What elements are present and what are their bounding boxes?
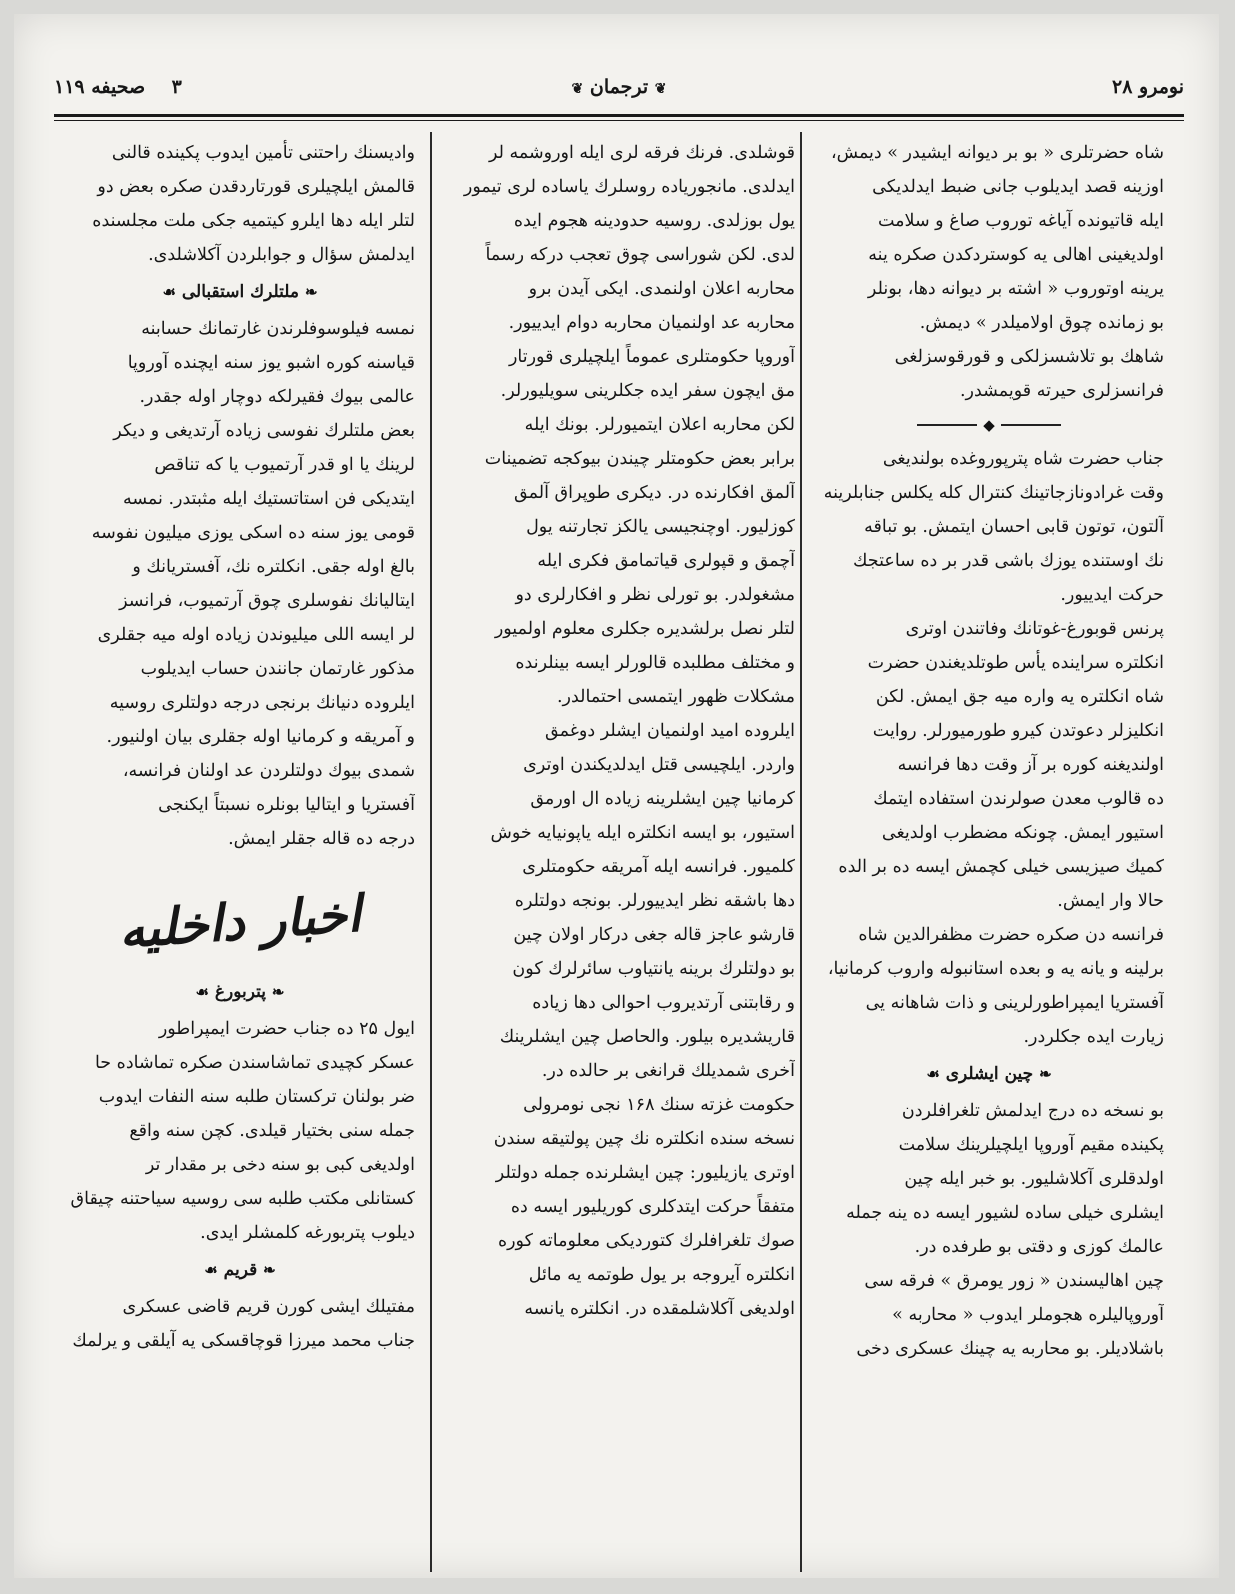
text-line: حکومت غزته سنك ۱۶۸ نجی نومرولی (523, 1095, 795, 1115)
text-line: کمیك صیزیسی خیلی کچمش ایسه ده بر الده (838, 857, 1164, 877)
column-divider (430, 132, 432, 1572)
text-line: برابر بعض حکومتلر چیندن بیوکجه تضمینات (484, 449, 795, 469)
text-line: مفتیلك ایشی کورن قریم قاضی عسکری (122, 1297, 415, 1317)
text-line: واردر. ایلچیسی قتل ایدلدیکندن اوتری (523, 755, 795, 775)
heading-ornament-icon: ❧ (271, 983, 285, 1001)
text-line: یرینه اوتوروب « اشته بر دیوانه دها، بونلر (867, 279, 1164, 299)
heading-ornament-icon: ☙ (195, 983, 209, 1001)
text-line: عالمك کوزی و دقتی بو طرفده در. (914, 1237, 1164, 1257)
text-line: نمسه فیلوسوفلرندن غارتمانك حسابنه (141, 319, 415, 339)
text-line: کوزلیور. اوچنجیسی یالکز تجارتنه یول (526, 517, 795, 537)
shah-gift-paragraph (814, 442, 1164, 612)
text-line: جناب محمد میرزا قوچاقسکی یه آیلقی و یرلمك (72, 1331, 415, 1351)
text-line: ایول ۲۵ ده جناب حضرت ایمپراطور (158, 1019, 415, 1039)
text-line: اولدیغینی اهالی یه کوستردکدن صکره ینه (868, 245, 1164, 265)
text-line: ایلروده دنیانك برنجی درجه دولتلری روسیه (109, 693, 415, 713)
text-line: حالا وار ایمش. (1057, 891, 1164, 911)
text-line: مشکلات ظهور ایتمسی احتمالدر. (556, 687, 795, 707)
text-line: فرانسه دن صکره حضرت مظفرالدین شاه (858, 925, 1164, 945)
text-line: و آمریقه و کرمانیا اوله جقلری بیان اولنیور. (106, 727, 415, 747)
text-line: قارشو عاجز قاله جغی درکار اولان چین (513, 925, 795, 945)
text-line: انکلتره سراینده یأس طوتلدیغندن حضرت (867, 653, 1164, 673)
text-line: لر ایسه اللی میلیوندن زیاده اوله میه جقلری (97, 625, 415, 645)
text-line: پکینده مقیم آوروپا ایلچیلرینك سلامت (898, 1135, 1164, 1155)
page-header (54, 70, 1184, 110)
text-line: بو نسخه ده درج ایدلمش تلغرافلردن (901, 1101, 1164, 1121)
text-line: بالغ اوله جقی. انکلتره نك، آفستریانك و (132, 557, 415, 577)
heading-ornament-icon: ☙ (926, 1065, 940, 1083)
page-number-label: صحیفه ۱۱۹ (54, 76, 146, 98)
text-line: وقت غرادونازجاتینك کنترال کله یکلس جنابلرینه (823, 483, 1164, 503)
future-events-paragraph (445, 714, 795, 1088)
newspaper-page (14, 14, 1219, 1578)
text-line: شاه حضرتلری « بو بر دیوانه ایشیدر » دیمش، (830, 143, 1164, 163)
text-line: کلمیور. فرانسه ایله آمریقه حکومتلری (522, 857, 795, 877)
text-line: اولندیغنه کوره بر آز وقت دها فرانسه (897, 755, 1164, 775)
text-line: درجه ده قاله جقلر ایمش. (228, 829, 415, 849)
text-line: شاهك بو تلاشسزلکی و قورقوسزلغی (894, 347, 1164, 367)
text-line: مق ایچون سفر ایده جکلرینی سویلیورلر. (500, 381, 795, 401)
text-line: بعض ملتلرك نفوسی زیاده آرتدیغی و دیکر (113, 421, 415, 441)
text-line: بو دولتلرك برینه یانتیاوب سائرلرك کون (512, 959, 795, 979)
text-line: ایتالیانك نفوسلری چوق آرتمیوب، فرانسز (119, 591, 415, 611)
text-line: محاربه اعلان اولنمدی. ایکی آیدن برو (528, 279, 795, 299)
text-line: ایشلری خیلی ساده لشیور ایسه ده ینه جمله (846, 1203, 1164, 1223)
text-line: ایله قاتیونده آیاغه توروب صاغ و سلامت (877, 211, 1164, 231)
text-line: پرنس قوبورغ-غوتانك وفاتندن اوتری (905, 619, 1164, 639)
text-line: آلمق افکارنده در. دیکری طوپراق آلمق (514, 483, 795, 503)
text-line: و رقابتنی آرتدیروب احوالی دها زیاده (532, 993, 795, 1013)
text-line: ضر بولنان ترکستان طلبه سنه النفات ایدوب (98, 1087, 415, 1107)
text-line: ایدلمش سؤال و جوابلردن آکلاشلدی. (148, 245, 415, 265)
text-line: ده قالوب معدن صولرندن استفاده ایتمك (873, 789, 1164, 809)
section-separator (814, 408, 1164, 442)
domestic-news-title: اخبار داخلیه (117, 883, 363, 960)
text-line: جمله سنی بختیار قیلدی. کچن سنه واقع (129, 1121, 415, 1141)
text-line: قاریشدیره بیلور. والحاصل چین ایشلرینك (499, 1027, 795, 1047)
text-line: برلینه و یانه یه و بعده استانبوله واروب کرمانیا، (827, 959, 1164, 979)
text-line: فرانسزلری حیرته قویمشدر. (959, 381, 1164, 401)
text-line: قالمش ایلچیلری قورتاردقدن صکره بعض دو (97, 177, 415, 197)
text-line: چین اهالیسندن « زور یومرق » فرقه سی (864, 1271, 1164, 1291)
text-line: آلتون، توتون قابی احسان ایتمش. بو تباقه (864, 517, 1164, 537)
text-line: جناب حضرت شاه پترپوروغده بولندیغی (882, 449, 1164, 469)
crimea-paragraph (65, 1290, 415, 1358)
text-line: لدی. لکن شوراسی چوق تعجب درکه رسماً (485, 245, 795, 265)
text-line: کرمانیا چین ایشلرینه زیاده ال اورمق (530, 789, 795, 809)
masthead (572, 76, 667, 98)
header-rule-thin (54, 120, 1184, 121)
text-line: آچمق و قپولری قیاتمامق فکری ایله (537, 551, 795, 571)
page-number-extra: ۳ (171, 76, 182, 98)
issue-number: نومرو ۲۸ (1112, 76, 1184, 98)
heading-petersburg: ❧ پتربورغ ☙ (195, 982, 285, 1002)
text-line: شمدی بیوك دولتلردن عد اولنان فرانسه، (122, 761, 415, 781)
text-line: حرکت ایدییور. (1060, 585, 1164, 605)
text-line: لکن محاربه اعلان ایتمیورلر. بونك ایله (524, 415, 795, 435)
text-line: عسکر کچیدی تماشاسندن صکره تماشاده حا (94, 1053, 415, 1073)
text-line: نك اوستنده یوزك باشی قدر بر ده ساعتجك (853, 551, 1164, 571)
text-line: مذکور غارتمان جانندن حساب ایدیلوب (140, 659, 415, 679)
text-line: لرینك یا او قدر آرتمیوب یا که تناقص (154, 455, 415, 475)
masthead-title: ترجمان (589, 76, 649, 98)
government-gazette-paragraph (445, 1088, 795, 1326)
nations-paragraph (65, 312, 415, 856)
text-line: اولدقلری آکلاشلیور. بو خبر ایله چین (904, 1169, 1164, 1189)
text-line: اوزینه قصد ایدیلوب جانی ضبط ایدلدیکی (872, 177, 1164, 197)
column-left (65, 136, 415, 1572)
text-line: محاربه عد اولنمیان محاربه دوام ایدییور. (508, 313, 795, 333)
diamond-ornament-icon: ◆ (983, 416, 995, 434)
page-number (54, 76, 182, 98)
text-line: متفقاً حرکت ایتدکلری کوریلیور ایسه ده (510, 1197, 795, 1217)
text-line: آفستریا و ایتالیا بونلره نسبتاً ایکنجی (158, 795, 415, 815)
text-line: قیاسنه کوره اشبو یوز سنه ایچنده آوروپا (127, 353, 415, 373)
text-line: عالمی بیوك فقیرلکه دوچار اوله جقدر. (139, 387, 415, 407)
petersburg-paragraph (65, 1012, 415, 1250)
shah-travel-paragraph (814, 918, 1164, 1054)
column-divider (800, 132, 802, 1572)
column-middle (445, 136, 795, 1572)
text-line: کستانلی مکتب طلبه سی روسیه سیاحتنه چیقاق (70, 1189, 415, 1209)
text-line: ایتدیکی فن استاتستیك ایله مثبتدر. نمسه (122, 489, 415, 509)
text-line: باشلادیلر. بو محاربه یه چینك عسکری دخی (856, 1339, 1164, 1359)
text-line: یول بوزلدی. روسیه حدودینه هجوم ایده (513, 211, 795, 231)
heading-nations-future: ❧ ملتلرك استقبالی ☙ (162, 282, 318, 302)
text-line: انکلتره آیروجه بر یول طوتمه یه مائل (528, 1265, 795, 1285)
shah-article (814, 136, 1164, 340)
text-line: آوروپا حکومتلری عموماً ایلچیلری قورتار (508, 347, 795, 367)
text-line: وادیسنك راحتنی تأمین ایدوب پکینده قالنی (111, 143, 415, 163)
text-line: آفستریا ایمپراطورلرینی و ذات شاهانه یی (865, 993, 1164, 1013)
text-line: مشغولدر. بو تورلی نظر و افکارلری دو (515, 585, 795, 605)
text-line: دیلوب پتربورغه کلمشلر ایدی. (200, 1223, 415, 1243)
china-paragraph (814, 1094, 1164, 1366)
text-line: نسخه سنده انکلتره نك چین پولتیقه سندن (493, 1129, 795, 1149)
heading-ornament-icon: ❧ (1039, 1065, 1052, 1083)
text-line: استیور، بو ایسه انکلتره ایله یاپونیایه خوش (490, 823, 795, 843)
text-line: ایلروده امید اولنمیان ایشلر دوغمق (545, 721, 795, 741)
text-line: زیارت ایده جکلردر. (1023, 1027, 1164, 1047)
text-line: قوشلدی. فرنك فرقه لری ایله اوروشمه لر (488, 143, 795, 163)
masthead-ornament-icon: ❦ (571, 81, 584, 97)
header-rule (54, 114, 1184, 117)
text-line: صوك تلغرافلرك کتوردیکی معلوماته کوره (497, 1231, 795, 1251)
text-line: لتلر ایله دها ایلرو کیتمیه جکی ملت مجلسنده (92, 211, 415, 231)
heading-ornament-icon: ❧ (263, 1261, 276, 1279)
heading-china-affairs: ❧ چین ایشلری ☙ (926, 1064, 1052, 1084)
text-line: انکلیزلر دعوتدن کیرو طورمیورلر. روایت (872, 721, 1164, 741)
text-line: اولدیغی آکلاشلمقده در. انکلتره یانسه (524, 1299, 795, 1319)
text-line: آخری شمدیلك قرانغی بر حالده در. (541, 1061, 795, 1081)
text-line: استیور ایمش. چونکه مضطرب اولدیغی (881, 823, 1164, 843)
text-line: ایدلدی. مانجوریاده روسلرك یاساده لری تیمور (463, 177, 795, 197)
text-line: بو زمانده چوق اولامیلدر » دیمش. (919, 313, 1164, 333)
text-line: اوتری یازیلیور: چین ایشلرنده جمله دولتلر (495, 1163, 795, 1183)
column-right (814, 136, 1164, 1572)
text-line: دها باشقه نظر ایدییورلر. بونجه دولتلره (514, 891, 795, 911)
text-line: شاه انکلتره یه واره میه جق ایمش. لکن (875, 687, 1164, 707)
heading-ornament-icon: ❧ (304, 283, 318, 301)
continuation-paragraph (65, 136, 415, 272)
text-line: لتلر نصل برلشدیره جکلری معلوم اولمیور (494, 619, 795, 639)
text-line: قومی یوز سنه ده اسکی یوزی میلیون نفوسه (91, 523, 415, 543)
heading-crimea: ❧ قریم ☙ (204, 1260, 276, 1280)
text-line: اولدیغی کبی بو سنه دخی بر مقدار تر (145, 1155, 415, 1175)
text-line: آوروپالیلره هجوملر ایدوب « محاربه » (892, 1305, 1164, 1325)
coburg-paragraph (814, 612, 1164, 918)
shah-calm-paragraph (814, 340, 1164, 408)
masthead-ornament-icon: ❦ (654, 81, 667, 97)
war-paragraph (445, 136, 795, 714)
heading-ornament-icon: ☙ (162, 283, 176, 301)
heading-ornament-icon: ☙ (204, 1261, 218, 1279)
text-line: و مختلف مطلبده قالورلر ایسه بینلرنده (515, 653, 795, 673)
